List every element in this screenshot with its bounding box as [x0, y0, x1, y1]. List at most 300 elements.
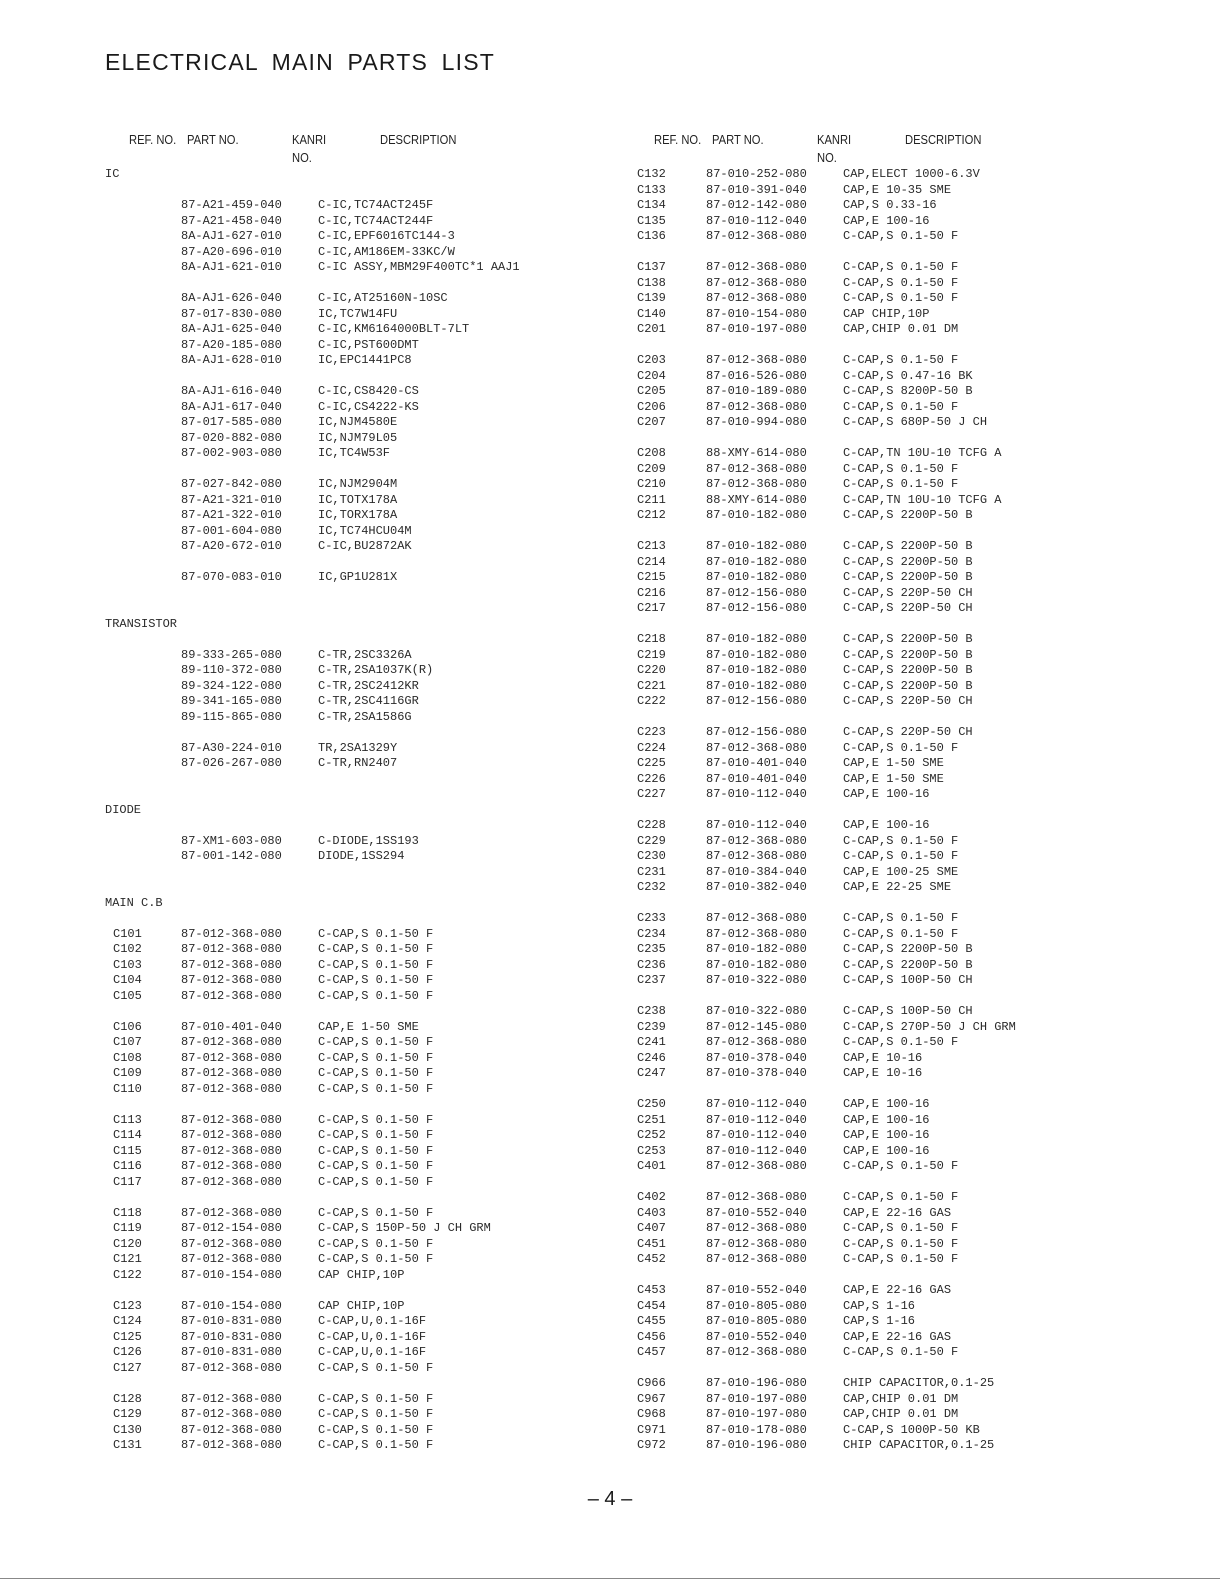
part-no-cell: 8A-AJ1-628-010 — [181, 353, 282, 367]
description-cell: C-CAP,S 0.1-50 F — [843, 275, 959, 290]
part-no-cell: 87-010-154-080 — [181, 1298, 282, 1313]
ref-no-cell: C402 — [637, 1190, 666, 1204]
description-cell: C-IC,CS8420-CS — [318, 384, 419, 398]
ref-no-cell: C205 — [637, 384, 666, 398]
description-cell: C-IC ASSY,MBM29F400TC*1 AAJ1 — [318, 260, 520, 274]
part-no-cell: 8A-AJ1-625-040 — [181, 322, 282, 336]
part-no-cell: 87-XM1-603-080 — [181, 833, 282, 848]
part-no-cell: 87-012-368-080 — [181, 1174, 282, 1189]
description-cell: IC,EPC1441PC8 — [318, 353, 412, 367]
ref-no-cell: C118 — [113, 1205, 142, 1220]
description-cell: C-CAP,S 2200P-50 B — [843, 539, 973, 553]
description-cell: C-CAP,U,0.1-16F — [318, 1329, 427, 1344]
ref-no-cell: C213 — [637, 539, 666, 553]
part-no-cell: 87-010-182-080 — [706, 647, 807, 662]
part-no-cell: 87-012-368-080 — [181, 957, 282, 972]
description-cell: C-CAP,S 0.47-16 BK — [843, 368, 973, 383]
part-no-cell: 87-010-112-040 — [706, 1143, 807, 1158]
description-cell: CAP,E 10-16 — [843, 1066, 923, 1080]
part-no-cell: 87-012-368-080 — [181, 1128, 282, 1142]
header-part-no-left: PART NO. — [187, 132, 239, 147]
ref-no-cell: C116 — [113, 1159, 142, 1173]
part-no-cell: 87-012-368-080 — [181, 1143, 282, 1158]
part-no-cell: 87-010-196-080 — [706, 1376, 807, 1390]
part-no-cell: 87-010-831-080 — [181, 1345, 282, 1359]
part-no-cell: 8A-AJ1-616-040 — [181, 384, 282, 398]
description-cell: C-CAP,S 0.1-50 F — [843, 911, 959, 925]
ref-no-cell: C103 — [113, 957, 142, 972]
ref-no-cell: C134 — [637, 198, 666, 212]
description-cell: C-CAP,S 0.1-50 F — [843, 291, 959, 305]
description-cell: CAP,E 22-25 SME — [843, 880, 952, 894]
description-cell: C-CAP,S 0.1-50 F — [843, 1221, 959, 1235]
ref-no-cell: C219 — [637, 647, 666, 662]
section-title: MAIN C.B — [105, 895, 163, 910]
part-no-cell: 87-012-368-080 — [181, 1050, 282, 1065]
description-cell: C-IC,KM6164000BLT-7LT — [318, 322, 470, 336]
description-cell: C-CAP,S 0.1-50 F — [843, 926, 959, 941]
description-cell: CAP,E 10-16 — [843, 1050, 923, 1065]
part-no-cell: 87-012-368-080 — [181, 1391, 282, 1406]
part-no-cell: 87-010-112-040 — [706, 213, 807, 228]
description-cell: CAP,E 100-16 — [843, 818, 930, 832]
description-cell: C-CAP,S 100P-50 CH — [843, 1004, 973, 1018]
ref-no-cell: C226 — [637, 771, 666, 786]
ref-no-cell: C455 — [637, 1314, 666, 1328]
description-cell: C-CAP,S 0.1-50 F — [318, 957, 434, 972]
part-no-cell: 87-010-831-080 — [181, 1329, 282, 1344]
ref-no-cell: C218 — [637, 632, 666, 646]
description-cell: C-CAP,S 2200P-50 B — [843, 647, 973, 662]
description-cell: C-CAP,S 0.1-50 F — [843, 1159, 959, 1173]
part-no-cell: 87-010-154-080 — [181, 1267, 282, 1282]
ref-no-cell: C102 — [113, 942, 142, 956]
ref-no-cell: C109 — [113, 1066, 142, 1080]
description-cell: IC,TC7W14FU — [318, 306, 398, 321]
bottom-divider — [0, 1578, 1220, 1579]
part-no-cell: 87-010-182-080 — [706, 554, 807, 569]
part-no-cell: 87-012-145-080 — [706, 1019, 807, 1034]
description-cell: C-CAP,S 0.1-50 F — [318, 1066, 434, 1080]
part-no-cell: 87-010-831-080 — [181, 1314, 282, 1328]
ref-no-cell: C231 — [637, 864, 666, 879]
ref-no-cell: C232 — [637, 880, 666, 894]
part-no-cell: 87-010-182-080 — [706, 508, 807, 522]
ref-no-cell: C223 — [637, 725, 666, 739]
part-no-cell: 87-012-156-080 — [706, 725, 807, 739]
description-cell: CAP,S 0.33-16 — [843, 198, 937, 212]
description-cell: C-CAP,S 0.1-50 F — [318, 942, 434, 956]
ref-no-cell: C120 — [113, 1236, 142, 1251]
part-no-cell: 89-110-372-080 — [181, 663, 282, 677]
ref-no-cell: C968 — [637, 1407, 666, 1421]
description-cell: C-CAP,S 2200P-50 B — [843, 554, 973, 569]
description-cell: CAP,E 22-16 GAS — [843, 1283, 952, 1297]
description-cell: CAP,CHIP 0.01 DM — [843, 322, 959, 336]
part-no-cell: 87-A20-672-010 — [181, 539, 282, 553]
ref-no-cell: C253 — [637, 1143, 666, 1158]
ref-no-cell: C211 — [637, 492, 666, 507]
ref-no-cell: C247 — [637, 1066, 666, 1080]
part-no-cell: 87-001-604-080 — [181, 523, 282, 538]
description-cell: C-CAP,S 150P-50 J CH GRM — [318, 1221, 491, 1235]
part-no-cell: 87-012-368-080 — [706, 353, 807, 367]
part-no-cell: 87-010-154-080 — [706, 306, 807, 321]
description-cell: C-CAP,S 0.1-50 F — [843, 833, 959, 848]
ref-no-cell: C238 — [637, 1004, 666, 1018]
part-no-cell: 87-010-182-080 — [706, 678, 807, 693]
description-cell: C-TR,2SC3326A — [318, 647, 412, 662]
description-cell: C-IC,TC74ACT245F — [318, 198, 434, 212]
ref-no-cell: C131 — [113, 1438, 142, 1452]
part-no-cell: 87-010-322-080 — [706, 1004, 807, 1018]
ref-no-cell: C119 — [113, 1221, 142, 1235]
header-kanri-label: KANRI — [292, 132, 327, 147]
ref-no-cell: C221 — [637, 678, 666, 693]
ref-no-cell: C401 — [637, 1159, 666, 1173]
part-no-cell: 87-010-182-080 — [706, 663, 807, 677]
ref-no-cell: C114 — [113, 1128, 142, 1142]
ref-no-cell: C117 — [113, 1174, 142, 1189]
ref-no-cell: C217 — [637, 601, 666, 615]
part-no-cell: 87-012-368-080 — [181, 973, 282, 987]
description-cell: C-CAP,S 0.1-50 F — [318, 1252, 434, 1266]
ref-no-cell: C105 — [113, 988, 142, 1003]
ref-no-cell: C209 — [637, 461, 666, 476]
description-cell: C-CAP,S 2200P-50 B — [843, 942, 973, 956]
ref-no-cell: C456 — [637, 1329, 666, 1344]
part-no-cell: 87-010-401-040 — [706, 756, 807, 770]
part-no-cell: 87-012-368-080 — [181, 1112, 282, 1127]
description-cell: C-CAP,S 220P-50 CH — [843, 585, 973, 600]
description-cell: CAP,E 22-16 GAS — [843, 1329, 952, 1344]
part-no-cell: 8A-AJ1-617-040 — [181, 399, 282, 414]
ref-no-cell: C967 — [637, 1391, 666, 1406]
description-cell: CAP,E 100-16 — [843, 1143, 930, 1158]
description-cell: CAP,E 10-35 SME — [843, 182, 952, 197]
part-no-cell: 87-010-252-080 — [706, 167, 807, 181]
ref-no-cell: C227 — [637, 787, 666, 801]
part-no-cell: 87-012-368-080 — [181, 1205, 282, 1220]
description-cell: CAP,E 100-16 — [843, 1097, 930, 1111]
part-no-cell: 87-012-368-080 — [706, 1252, 807, 1266]
description-cell: C-TR,2SC2412KR — [318, 678, 419, 693]
ref-no-cell: C207 — [637, 415, 666, 429]
ref-no-cell: C212 — [637, 508, 666, 522]
description-cell: C-CAP,S 2200P-50 B — [843, 570, 973, 584]
part-no-cell: 87-012-368-080 — [706, 399, 807, 414]
description-cell: IC,NJM4580E — [318, 415, 398, 429]
part-no-cell: 87-010-196-080 — [706, 1438, 807, 1452]
header-kanri-right — [817, 131, 851, 167]
part-no-cell: 87-A20-185-080 — [181, 337, 282, 352]
description-cell: CAP,E 1-50 SME — [843, 771, 944, 786]
ref-no-cell: C453 — [637, 1283, 666, 1297]
header-description-left: DESCRIPTION — [380, 132, 457, 147]
ref-no-cell: C115 — [113, 1143, 142, 1158]
description-cell: C-IC,AM186EM-33KC/W — [318, 244, 455, 259]
section-title: DIODE — [105, 802, 142, 817]
description-cell: C-CAP,S 0.1-50 F — [843, 1190, 959, 1204]
section-title: IC — [105, 167, 120, 181]
description-cell: CAP,E 100-16 — [843, 1128, 930, 1142]
ref-no-cell: C214 — [637, 554, 666, 569]
description-cell: C-CAP,S 2200P-50 B — [843, 678, 973, 693]
ref-no-cell: C250 — [637, 1097, 666, 1111]
part-no-cell: 87-010-182-080 — [706, 632, 807, 646]
ref-no-cell: C966 — [637, 1376, 666, 1390]
header-description-right: DESCRIPTION — [905, 132, 982, 147]
ref-no-cell: C241 — [637, 1035, 666, 1049]
header-kanri-no-label: NO. — [292, 150, 312, 165]
part-no-cell: 87-012-368-080 — [181, 1159, 282, 1173]
part-no-cell: 87-012-368-080 — [181, 1252, 282, 1266]
description-cell: C-CAP,S 0.1-50 F — [318, 1205, 434, 1220]
description-cell: C-CAP,S 220P-50 CH — [843, 694, 973, 708]
description-cell: C-IC,PST600DMT — [318, 337, 419, 352]
description-cell: C-TR,RN2407 — [318, 756, 398, 770]
description-cell: CAP,ELECT 1000-6.3V — [843, 167, 980, 181]
description-cell: C-CAP,TN 10U-10 TCFG A — [843, 492, 1002, 507]
description-cell: CHIP CAPACITOR,0.1-25 — [843, 1438, 995, 1452]
description-cell: C-CAP,S 0.1-50 F — [843, 1345, 959, 1359]
description-cell: C-CAP,TN 10U-10 TCFG A — [843, 446, 1002, 460]
description-cell: C-CAP,S 0.1-50 F — [843, 229, 959, 243]
part-no-cell: 87-012-368-080 — [181, 1407, 282, 1421]
description-cell: C-CAP,S 0.1-50 F — [843, 399, 959, 414]
ref-no-cell: C203 — [637, 353, 666, 367]
part-no-cell: 87-012-142-080 — [706, 198, 807, 212]
part-no-cell: 87-012-368-080 — [706, 911, 807, 925]
part-no-cell: 89-324-122-080 — [181, 678, 282, 693]
ref-no-cell: C233 — [637, 911, 666, 925]
part-no-cell: 87-010-197-080 — [706, 322, 807, 336]
ref-no-cell: C130 — [113, 1422, 142, 1437]
ref-no-cell: C106 — [113, 1019, 142, 1034]
part-no-cell: 87-012-368-080 — [181, 942, 282, 956]
description-cell: C-CAP,S 2200P-50 B — [843, 632, 973, 646]
part-no-cell: 87-010-401-040 — [706, 771, 807, 786]
description-cell: C-TR,2SA1586G — [318, 709, 412, 724]
ref-no-cell: C101 — [113, 926, 142, 941]
part-no-cell: 88-XMY-614-080 — [706, 492, 807, 507]
ref-no-cell: C206 — [637, 399, 666, 414]
ref-no-cell: C215 — [637, 570, 666, 584]
ref-no-cell: C126 — [113, 1345, 142, 1359]
ref-no-cell: C224 — [637, 740, 666, 755]
ref-no-cell: C138 — [637, 275, 666, 290]
description-cell: C-CAP,S 0.1-50 F — [318, 1112, 434, 1127]
ref-no-cell: C235 — [637, 942, 666, 956]
description-cell: CAP,E 100-16 — [843, 787, 930, 801]
ref-no-cell: C140 — [637, 306, 666, 321]
ref-no-cell: C125 — [113, 1329, 142, 1344]
part-no-cell: 89-341-165-080 — [181, 694, 282, 708]
ref-no-cell: C972 — [637, 1438, 666, 1452]
ref-no-cell: C239 — [637, 1019, 666, 1034]
description-cell: C-CAP,S 0.1-50 F — [318, 1050, 434, 1065]
ref-no-cell: C210 — [637, 477, 666, 491]
part-no-cell: 87-012-154-080 — [181, 1221, 282, 1235]
part-no-cell: 87-A21-458-040 — [181, 213, 282, 228]
description-cell: C-IC,EPF6016TC144-3 — [318, 229, 455, 243]
part-no-cell: 87-012-368-080 — [706, 833, 807, 848]
ref-no-cell: C201 — [637, 322, 666, 336]
part-no-cell: 87-020-882-080 — [181, 430, 282, 445]
ref-no-cell: C129 — [113, 1407, 142, 1421]
description-cell: C-CAP,S 0.1-50 F — [318, 1391, 434, 1406]
part-no-cell: 87-012-368-080 — [706, 1035, 807, 1049]
ref-no-cell: C204 — [637, 368, 666, 383]
description-cell: C-CAP,S 2200P-50 B — [843, 957, 973, 972]
ref-no-cell: C454 — [637, 1298, 666, 1313]
part-no-cell: 87-010-322-080 — [706, 973, 807, 987]
ref-no-cell: C225 — [637, 756, 666, 770]
ref-no-cell: C128 — [113, 1391, 142, 1406]
header-part-no-right: PART NO. — [712, 132, 764, 147]
part-no-cell: 8A-AJ1-626-040 — [181, 291, 282, 305]
ref-no-cell: C122 — [113, 1267, 142, 1282]
description-cell: CAP CHIP,10P — [318, 1267, 405, 1282]
ref-no-cell: C407 — [637, 1221, 666, 1235]
part-no-cell: 87-012-368-080 — [706, 1159, 807, 1173]
description-cell: C-CAP,S 0.1-50 F — [843, 1035, 959, 1049]
description-cell: CAP,S 1-16 — [843, 1314, 916, 1328]
section-title: TRANSISTOR — [105, 616, 178, 631]
description-cell: CAP CHIP,10P — [843, 306, 930, 321]
part-no-cell: 87-A21-322-010 — [181, 508, 282, 522]
description-cell: DIODE,1SS294 — [318, 849, 405, 863]
ref-no-cell: C208 — [637, 446, 666, 460]
description-cell: CAP,E 100-25 SME — [843, 864, 959, 879]
description-cell: C-CAP,S 0.1-50 F — [318, 1035, 434, 1049]
part-no-cell: 87-010-112-040 — [706, 787, 807, 801]
ref-no-cell: C457 — [637, 1345, 666, 1359]
description-cell: CHIP CAPACITOR,0.1-25 — [843, 1376, 995, 1390]
description-cell: C-CAP,S 0.1-50 F — [318, 988, 434, 1003]
part-no-cell: 87-010-182-080 — [706, 570, 807, 584]
ref-no-cell: C220 — [637, 663, 666, 677]
description-cell: CAP,E 100-16 — [843, 213, 930, 228]
description-cell: C-CAP,S 0.1-50 F — [843, 1252, 959, 1266]
ref-no-cell: C403 — [637, 1205, 666, 1220]
part-no-cell: 87-012-368-080 — [706, 275, 807, 290]
part-no-cell: 87-026-267-080 — [181, 756, 282, 770]
part-no-cell: 87-012-368-080 — [706, 849, 807, 863]
part-no-cell: 89-333-265-080 — [181, 647, 282, 662]
part-no-cell: 87-010-197-080 — [706, 1407, 807, 1421]
part-no-cell: 87-010-189-080 — [706, 384, 807, 398]
ref-no-cell: C107 — [113, 1035, 142, 1049]
ref-no-cell: C229 — [637, 833, 666, 848]
header-kanri-left — [292, 131, 326, 167]
part-no-cell: 87-012-368-080 — [706, 1236, 807, 1251]
part-no-cell: 87-070-083-010 — [181, 570, 282, 584]
page-title: ELECTRICAL MAIN PARTS LIST — [105, 49, 496, 75]
part-no-cell: 87-010-178-080 — [706, 1422, 807, 1437]
description-cell: C-CAP,S 1000P-50 KB — [843, 1422, 980, 1437]
ref-no-cell: C136 — [637, 229, 666, 243]
description-cell: C-CAP,S 8200P-50 B — [843, 384, 973, 398]
description-cell: C-CAP,S 0.1-50 F — [318, 1407, 434, 1421]
part-no-cell: 87-010-182-080 — [706, 957, 807, 972]
part-no-cell: 87-010-182-080 — [706, 942, 807, 956]
part-no-cell: 87-012-368-080 — [181, 1035, 282, 1049]
part-no-cell: 87-017-830-080 — [181, 306, 282, 321]
part-no-cell: 87-010-805-080 — [706, 1314, 807, 1328]
description-cell: C-TR,2SA1037K(R) — [318, 663, 434, 677]
part-no-cell: 87-027-842-080 — [181, 477, 282, 491]
part-no-cell: 87-012-368-080 — [706, 926, 807, 941]
part-no-cell: 87-010-994-080 — [706, 415, 807, 429]
part-no-cell: 87-012-368-080 — [706, 1221, 807, 1235]
part-no-cell: 87-012-368-080 — [706, 260, 807, 274]
ref-no-cell: C132 — [637, 167, 666, 181]
ref-no-cell: C135 — [637, 213, 666, 228]
description-cell: CAP,CHIP 0.01 DM — [843, 1407, 959, 1421]
part-no-cell: 87-A21-321-010 — [181, 492, 282, 507]
part-no-cell: 87-012-368-080 — [706, 291, 807, 305]
description-cell: C-CAP,S 220P-50 CH — [843, 601, 973, 615]
description-cell: IC,TC4W53F — [318, 446, 391, 460]
description-cell: C-CAP,S 0.1-50 F — [318, 1422, 434, 1437]
part-no-cell: 87-012-156-080 — [706, 585, 807, 600]
part-no-cell: 87-010-384-040 — [706, 864, 807, 879]
page-number: – 4 – — [587, 1488, 633, 1510]
description-cell: C-CAP,S 0.1-50 F — [843, 461, 959, 476]
part-no-cell: 87-010-112-040 — [706, 818, 807, 832]
description-cell: C-CAP,S 2200P-50 B — [843, 508, 973, 522]
ref-no-cell: C133 — [637, 182, 666, 197]
ref-no-cell: C139 — [637, 291, 666, 305]
header-ref-no-right: REF. NO. — [654, 132, 702, 147]
ref-no-cell: C113 — [113, 1112, 142, 1127]
description-cell: C-IC,TC74ACT244F — [318, 213, 434, 228]
description-cell: C-CAP,S 2200P-50 B — [843, 663, 973, 677]
description-cell: C-IC,CS4222-KS — [318, 399, 419, 414]
ref-no-cell: C110 — [113, 1081, 142, 1096]
ref-no-cell: C222 — [637, 694, 666, 708]
description-cell: C-CAP,S 0.1-50 F — [318, 1236, 434, 1251]
part-no-cell: 89-115-865-080 — [181, 709, 282, 724]
part-no-cell: 87-010-391-040 — [706, 182, 807, 197]
part-no-cell: 87-010-378-040 — [706, 1050, 807, 1065]
ref-no-cell: C237 — [637, 973, 666, 987]
part-no-cell: 87-010-197-080 — [706, 1391, 807, 1406]
description-cell: IC,TORX178A — [318, 508, 398, 522]
ref-no-cell: C252 — [637, 1128, 666, 1142]
ref-no-cell: C234 — [637, 926, 666, 941]
description-cell: C-IC,AT25160N-10SC — [318, 291, 448, 305]
description-cell: C-IC,BU2872AK — [318, 539, 412, 553]
part-no-cell: 87-017-585-080 — [181, 415, 282, 429]
description-cell: C-CAP,S 100P-50 CH — [843, 973, 973, 987]
ref-no-cell: C127 — [113, 1360, 142, 1375]
part-no-cell: 87-010-112-040 — [706, 1128, 807, 1142]
description-cell: C-CAP,U,0.1-16F — [318, 1314, 427, 1328]
part-no-cell: 87-012-368-080 — [181, 1081, 282, 1096]
ref-no-cell: C121 — [113, 1252, 142, 1266]
part-no-cell: 87-010-552-040 — [706, 1329, 807, 1344]
part-no-cell: 87-010-552-040 — [706, 1205, 807, 1220]
description-cell: C-CAP,S 0.1-50 F — [318, 1128, 434, 1142]
header-kanri-label: KANRI — [817, 132, 852, 147]
description-cell: CAP,S 1-16 — [843, 1298, 916, 1313]
part-no-cell: 87-012-368-080 — [181, 988, 282, 1003]
part-no-cell: 87-010-378-040 — [706, 1066, 807, 1080]
description-cell: C-CAP,S 0.1-50 F — [318, 926, 434, 941]
description-cell: IC,TC74HCU04M — [318, 523, 412, 538]
